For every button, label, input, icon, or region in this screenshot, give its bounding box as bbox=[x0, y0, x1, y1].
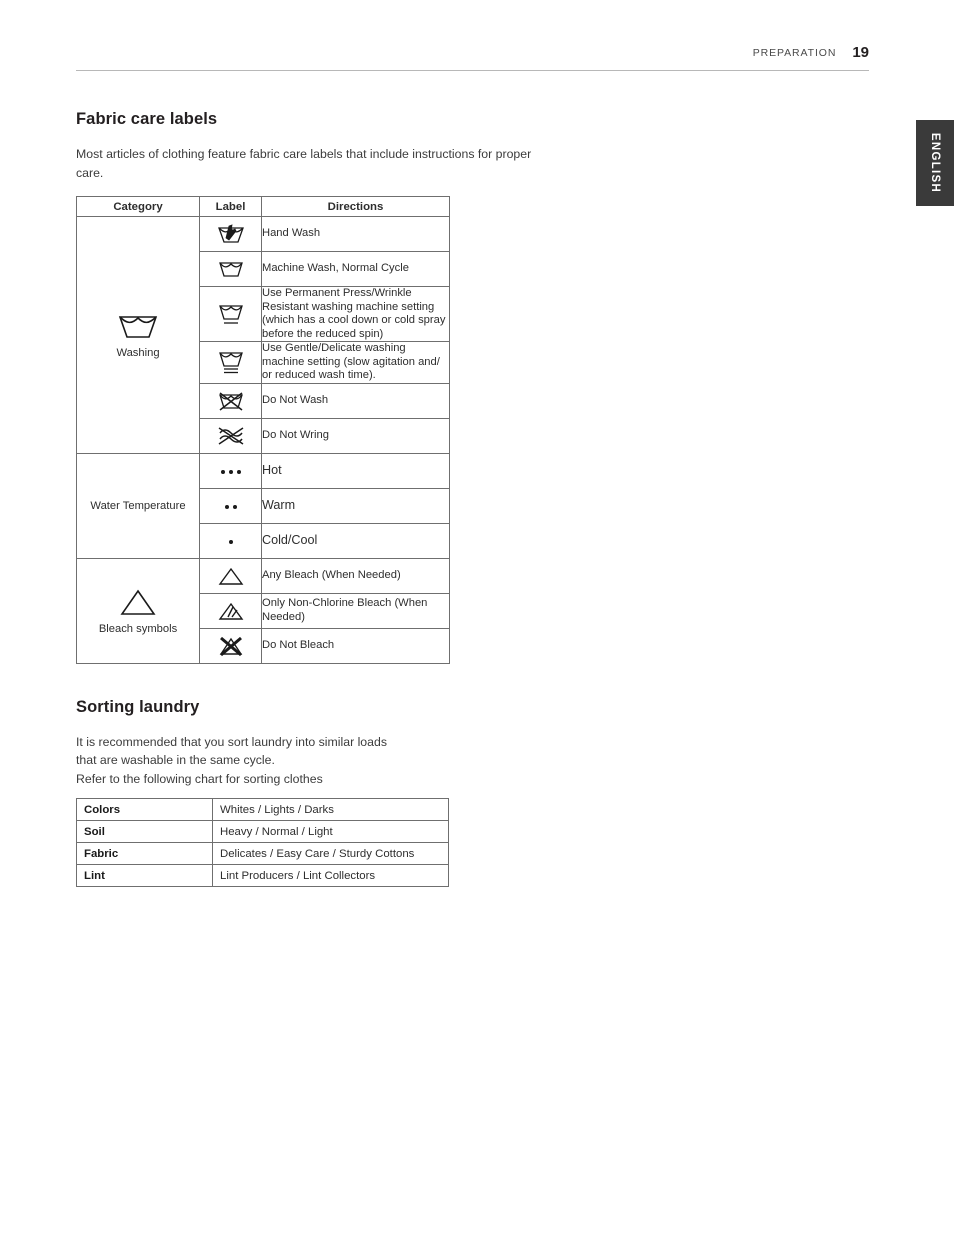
direction-cold-cool: Cold/Cool bbox=[262, 523, 450, 558]
sorting-laundry-title: Sorting laundry bbox=[76, 697, 200, 716]
label-cell-cold-cool bbox=[200, 523, 262, 558]
three-dots-icon bbox=[219, 470, 243, 474]
page-number: 19 bbox=[852, 44, 869, 61]
direction-any-bleach: Any Bleach (When Needed) bbox=[262, 558, 450, 593]
label-cell-machine-wash bbox=[200, 252, 262, 287]
category-label-bleach: Bleach symbols bbox=[98, 622, 178, 635]
language-tab bbox=[916, 120, 954, 206]
header-chapter-label: PREPARATION bbox=[752, 47, 837, 59]
category-cell-bleach bbox=[77, 558, 200, 663]
sorting-intro-line-2: that are washable in the same cycle. bbox=[76, 753, 275, 767]
direction-do-not-bleach: Do Not Bleach bbox=[262, 628, 450, 663]
direction-machine-wash: Machine Wash, Normal Cycle bbox=[262, 252, 450, 287]
label-cell-hot bbox=[200, 453, 262, 488]
column-header-directions: Directions bbox=[262, 197, 450, 217]
one-dot-icon bbox=[227, 540, 235, 544]
table-row bbox=[77, 453, 450, 488]
any-bleach-icon bbox=[217, 569, 245, 581]
direction-gentle-delicate: Use Gentle/Delicate washing machine setting (slow agitation and/ or reduced wash time). bbox=[262, 342, 450, 384]
non-chlorine-bleach-icon bbox=[217, 604, 245, 616]
do-not-wash-icon bbox=[216, 394, 246, 406]
machine-wash-icon bbox=[216, 263, 246, 275]
two-dots-icon bbox=[223, 505, 239, 509]
sorting-value-colors: Whites / Lights / Darks bbox=[213, 799, 449, 821]
column-header-label: Label bbox=[200, 197, 262, 217]
fabric-care-title: Fabric care labels bbox=[76, 110, 218, 128]
page-content bbox=[76, 110, 556, 887]
do-not-wring-icon bbox=[214, 429, 248, 441]
sorting-value-soil: Heavy / Normal / Light bbox=[213, 821, 449, 843]
sorting-key-fabric: Fabric bbox=[77, 843, 213, 865]
sorting-key-soil: Soil bbox=[77, 821, 213, 843]
gentle-delicate-icon bbox=[216, 356, 246, 368]
sorting-key-lint: Lint bbox=[77, 865, 213, 887]
direction-do-not-wring: Do Not Wring bbox=[262, 418, 450, 453]
table-row bbox=[77, 865, 449, 887]
language-tab-label: ENGLISH bbox=[929, 132, 941, 194]
fabric-care-table bbox=[76, 196, 450, 664]
label-cell-any-bleach bbox=[200, 558, 262, 593]
sorting-intro-line-3: Refer to the following chart for sorting clothes bbox=[76, 771, 323, 786]
sorting-key-colors: Colors bbox=[77, 799, 213, 821]
category-cell-washing bbox=[77, 217, 200, 454]
fabric-care-intro: Most articles of clothing feature fabric care labels that include instructions for proper care. bbox=[76, 147, 532, 180]
sorting-intro-line-1: It is recommended that you sort laundry into similar loads bbox=[76, 734, 387, 749]
direction-do-not-wash: Do Not Wash bbox=[262, 383, 450, 418]
sorting-laundry-table bbox=[76, 798, 449, 887]
label-cell-hand-wash bbox=[200, 217, 262, 252]
wash-tub-icon bbox=[116, 320, 160, 332]
table-row bbox=[77, 217, 450, 252]
column-header-category: Category bbox=[77, 197, 200, 217]
label-cell-permanent-press bbox=[200, 287, 262, 342]
direction-hand-wash: Hand Wash bbox=[262, 217, 450, 252]
permanent-press-icon bbox=[216, 308, 246, 320]
category-cell-water-temperature bbox=[77, 453, 200, 558]
label-cell-non-chlorine-bleach bbox=[200, 593, 262, 628]
table-row bbox=[77, 843, 449, 865]
table-header-row bbox=[77, 197, 450, 217]
sorting-value-lint: Lint Producers / Lint Collectors bbox=[213, 865, 449, 887]
direction-non-chlorine-bleach: Only Non-Chlorine Bleach (When Needed) bbox=[262, 593, 450, 628]
label-cell-do-not-wash bbox=[200, 383, 262, 418]
label-cell-do-not-wring bbox=[200, 418, 262, 453]
category-label-water-temperature: Water Temperature bbox=[90, 499, 186, 512]
hand-wash-icon bbox=[216, 228, 246, 240]
label-cell-gentle-delicate bbox=[200, 342, 262, 384]
sorting-laundry-intro bbox=[76, 733, 556, 789]
table-row bbox=[77, 821, 449, 843]
sorting-value-fabric: Delicates / Easy Care / Sturdy Cottons bbox=[213, 843, 449, 865]
category-label-washing: Washing bbox=[116, 346, 160, 359]
label-cell-do-not-bleach bbox=[200, 628, 262, 663]
table-row bbox=[77, 558, 450, 593]
table-row bbox=[77, 799, 449, 821]
direction-hot: Hot bbox=[262, 453, 450, 488]
triangle-icon bbox=[116, 595, 160, 607]
direction-warm: Warm bbox=[262, 488, 450, 523]
page-header bbox=[76, 44, 869, 71]
do-not-bleach-icon bbox=[217, 639, 245, 651]
direction-permanent-press: Use Permanent Press/Wrinkle Resistant washing machine setting (which has a cool down or cold spray before the reduced spin) bbox=[262, 287, 450, 342]
label-cell-warm bbox=[200, 488, 262, 523]
